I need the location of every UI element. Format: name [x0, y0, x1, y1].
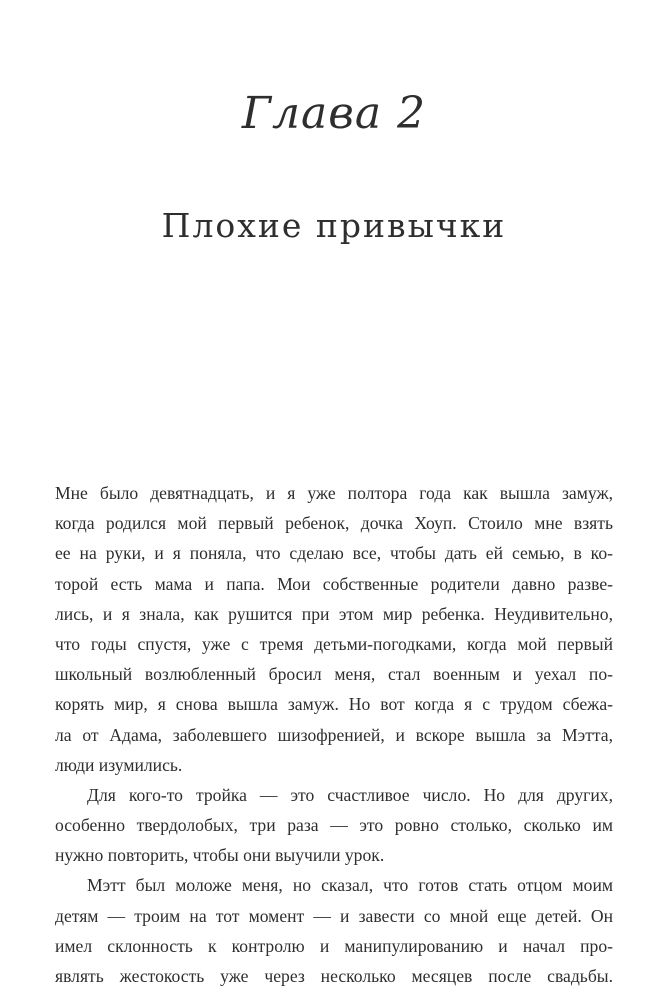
- text-line: Мэтт был моложе меня, но сказал, что готов стать отцом моим: [87, 875, 613, 896]
- text-line: особенно твердолобых, три раза — это ровно столько, сколько им: [55, 815, 613, 836]
- text-line: ее на руки, и я поняла, что сделаю все, чтобы дать ей семью, в ко-: [55, 543, 613, 564]
- text-line: торой есть мама и папа. Мои собственные родители давно разве-: [55, 573, 613, 594]
- paragraph-1: [55, 478, 613, 780]
- body-text: [55, 478, 613, 991]
- text-line: что годы спустя, уже с тремя детьми-погодками, когда мой первый: [55, 633, 613, 654]
- chapter-title: Плохие привычки: [161, 206, 507, 245]
- text-line: ла от Адама, заболевшего шизофренией, и вскоре вышла за Мэтта,: [55, 724, 613, 745]
- text-line: когда родился мой первый ребенок, дочка Хоуп. Стоило мне взять: [55, 513, 613, 534]
- paragraph-2: [55, 780, 613, 871]
- text-line: Для кого-то тройка — это счастливое число. Но для других,: [87, 784, 613, 805]
- text-line: нужно повторить, чтобы они выучили урок.: [55, 845, 385, 866]
- paragraph-3: [55, 870, 613, 991]
- text-line: люди изумились.: [55, 754, 183, 775]
- text-line: корять мир, я снова вышла замуж. Но вот когда я с трудом сбежа-: [55, 694, 613, 715]
- text-line: являть жестокость уже через несколько месяцев после свадьбы.: [55, 966, 613, 986]
- text-line: детям — троим на тот момент — и завести со мной еще детей. Он: [55, 905, 613, 926]
- text-line: имел склонность к контролю и манипулированию и начал про-: [55, 935, 613, 956]
- text-line: Мне было девятнадцать, и я уже полтора года как вышла замуж,: [55, 483, 613, 503]
- text-line: школьный возлюбленный бросил меня, стал военным и уехал по-: [55, 664, 613, 685]
- chapter-number: Глава 2: [241, 88, 427, 139]
- text-line: лись, и я знала, как рушится при этом мир ребенка. Неудивительно,: [55, 603, 613, 624]
